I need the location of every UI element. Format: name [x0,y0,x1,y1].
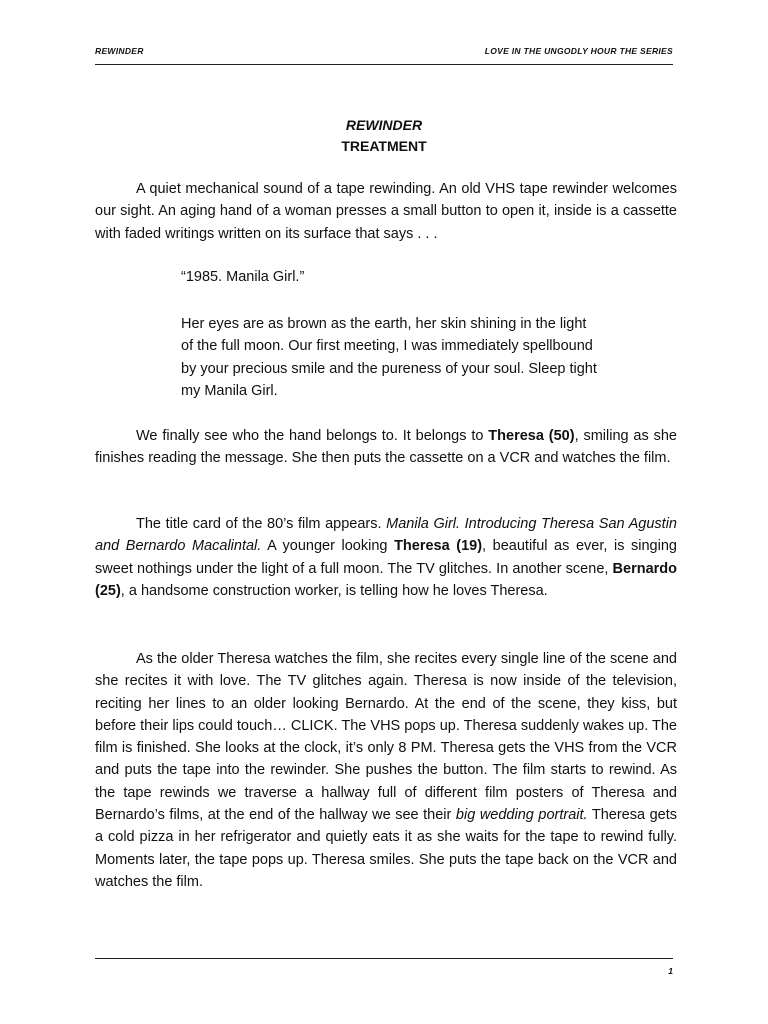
footer-divider [95,958,673,959]
header-title-left: REWINDER [95,46,144,56]
paragraph-4-part: As the older Theresa watches the film, she recites every single line of the scene and she recites it with love. The TV glitches again. Theresa is now inside of the television, reciting her lines to an older looking Bernardo. At the end of the scene, they kiss, but before their lips could touch… CLICK. The VHS pops up. Theresa suddenly wakes up. The film is finished. She looks at the clock, it’s only 8 PM. Theresa gets the VHS from the VCR and puts the tape into the rewinder. She pushes the button. The film starts to rewind. As the tape rewinds we traverse a hallway full of different film posters of Theresa and Bernardo’s films, at the end of the hallway we see their [95,651,677,824]
document-title-block [0,115,768,157]
paragraph-2-part: , smiling as she finishes reading the message. She then puts the cassette on a VCR and watches the film. [95,428,677,467]
quote-line: by your precious smile and the pureness of your soul. Sleep tight [181,360,597,377]
document-subtitle: TREATMENT [341,138,427,154]
paragraph-3-part: The title card of the 80’s film appears. [136,516,387,532]
paragraph-4-part: Theresa gets a cold pizza in her refrigerator and quietly eats it as she waits for the tape to rewind fully. Moments later, the tape pops up. Theresa smiles. She puts the tape back on the VCR and watches the film. [95,807,677,890]
paragraph-3-part: A younger looking [261,538,395,555]
paragraph-3-text [95,513,677,602]
paragraph-3-part: , beautiful as ever, is singing sweet nothings under the light of a full moon. The TV glitches. In another scene, [95,538,677,577]
character-name-theresa-19: Theresa (19) [394,538,483,555]
header-title-right: LOVE IN THE UNGODLY HOUR THE SERIES [484,46,673,56]
paragraph-1-text: A quiet mechanical sound of a tape rewinding. An old VHS tape rewinder welcomes our sight. An aging hand of a woman presses a small button to open it, inside is a cassette with faded writings written on its surface that says . . . [95,181,677,242]
quote-title [181,266,661,288]
paragraph-2 [95,425,677,470]
quote-block [181,313,661,402]
paragraph-4-text [95,648,677,893]
paragraph-4 [95,648,677,893]
character-name-bernardo-25: Bernardo (25) [95,560,677,599]
quote-line: of the full moon. Our first meeting, I was immediately spellbound [181,338,593,355]
paragraph-1 [95,178,677,245]
quote-line: my Manila Girl. [181,382,278,399]
quote-line: Her eyes are as brown as the earth, her skin shining in the light [181,316,587,332]
document-title: REWINDER [345,117,423,133]
page-number: 1 [668,966,673,976]
quote-title-text: “1985. Manila Girl.” [181,269,305,285]
film-title-card: Manila Girl. Introducing Theresa San Agustin and Bernardo Macalintal. [95,516,677,555]
paragraph-3-part: , a handsome construction worker, is telling how he loves Theresa. [120,582,548,599]
paragraph-2-text [95,425,677,470]
wedding-portrait-emphasis: big wedding portrait. [455,807,588,824]
page-header [95,44,673,65]
paragraph-2-part: We finally see who the hand belongs to. It belongs to [136,428,489,444]
paragraph-3 [95,513,677,602]
character-name-theresa-50: Theresa (50) [488,428,575,444]
